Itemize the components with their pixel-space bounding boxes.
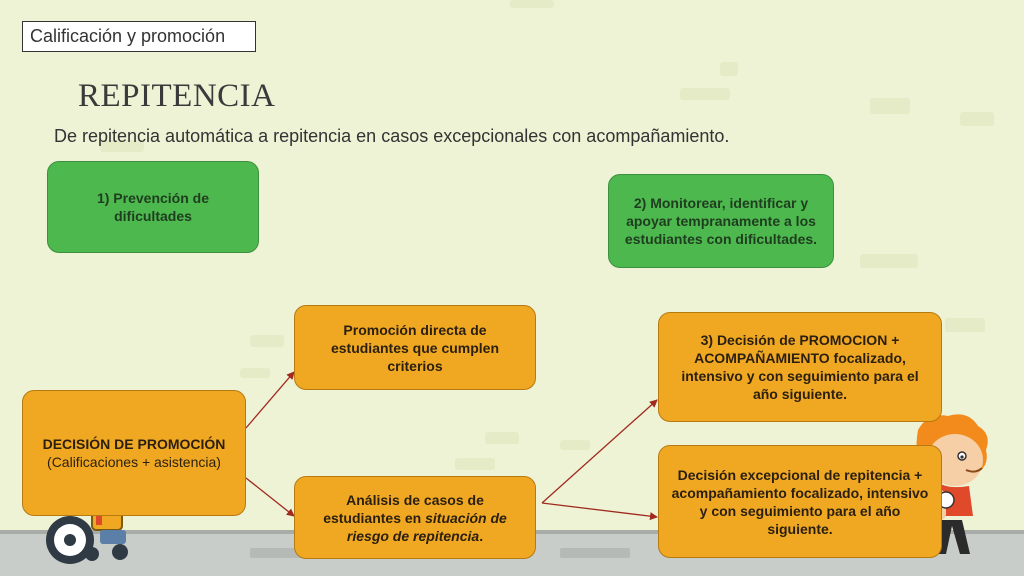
page-subtitle: De repitencia automática a repitencia en casos excepcionales con acompañamiento. [54, 126, 730, 146]
node-monitorear [608, 174, 834, 268]
node-promocion-directa [294, 305, 536, 390]
node-analisis-prefix: Análisis de casos de estudiantes en [323, 491, 484, 526]
node-analisis-suffix: . [479, 527, 484, 544]
node-repitencia-excepcional [658, 445, 942, 558]
page-title: REPITENCIA [78, 78, 276, 114]
node-monitorear-text: 2) Monitorear, identificar y apoyar tempranamente a los estudiantes con dificultades. [624, 195, 818, 247]
node-analisis-text [307, 491, 523, 545]
node-prevencion-text: 1) Prevención de dificultades [96, 190, 210, 224]
node-decision-promocion [22, 390, 246, 516]
node-promocion-acompanamiento [658, 312, 942, 422]
node-analisis-casos [294, 476, 536, 559]
section-label: Calificación y promoción [22, 21, 256, 52]
node-decision-title: DECISIÓN DE PROMOCIÓN [42, 436, 226, 452]
node-analisis-emphasis: situación de riesgo de repitencia [346, 509, 507, 544]
node-promocion-directa-text: Promoción directa de estudiantes que cumplen criterios [330, 321, 500, 374]
node-promocion-acompanamiento-text: 3) Decisión de PROMOCION + ACOMPAÑAMIENTO focalizado, intensivo y con seguimiento para el año siguiente. [681, 332, 919, 402]
node-prevencion [47, 161, 259, 253]
node-decision-detail: (Calificaciones + asistencia) [47, 454, 221, 470]
node-repitencia-excepcional-text: Decisión excepcional de repitencia + acompañamiento focalizado, intensivo y con seguimiento para el año siguiente. [671, 466, 929, 537]
